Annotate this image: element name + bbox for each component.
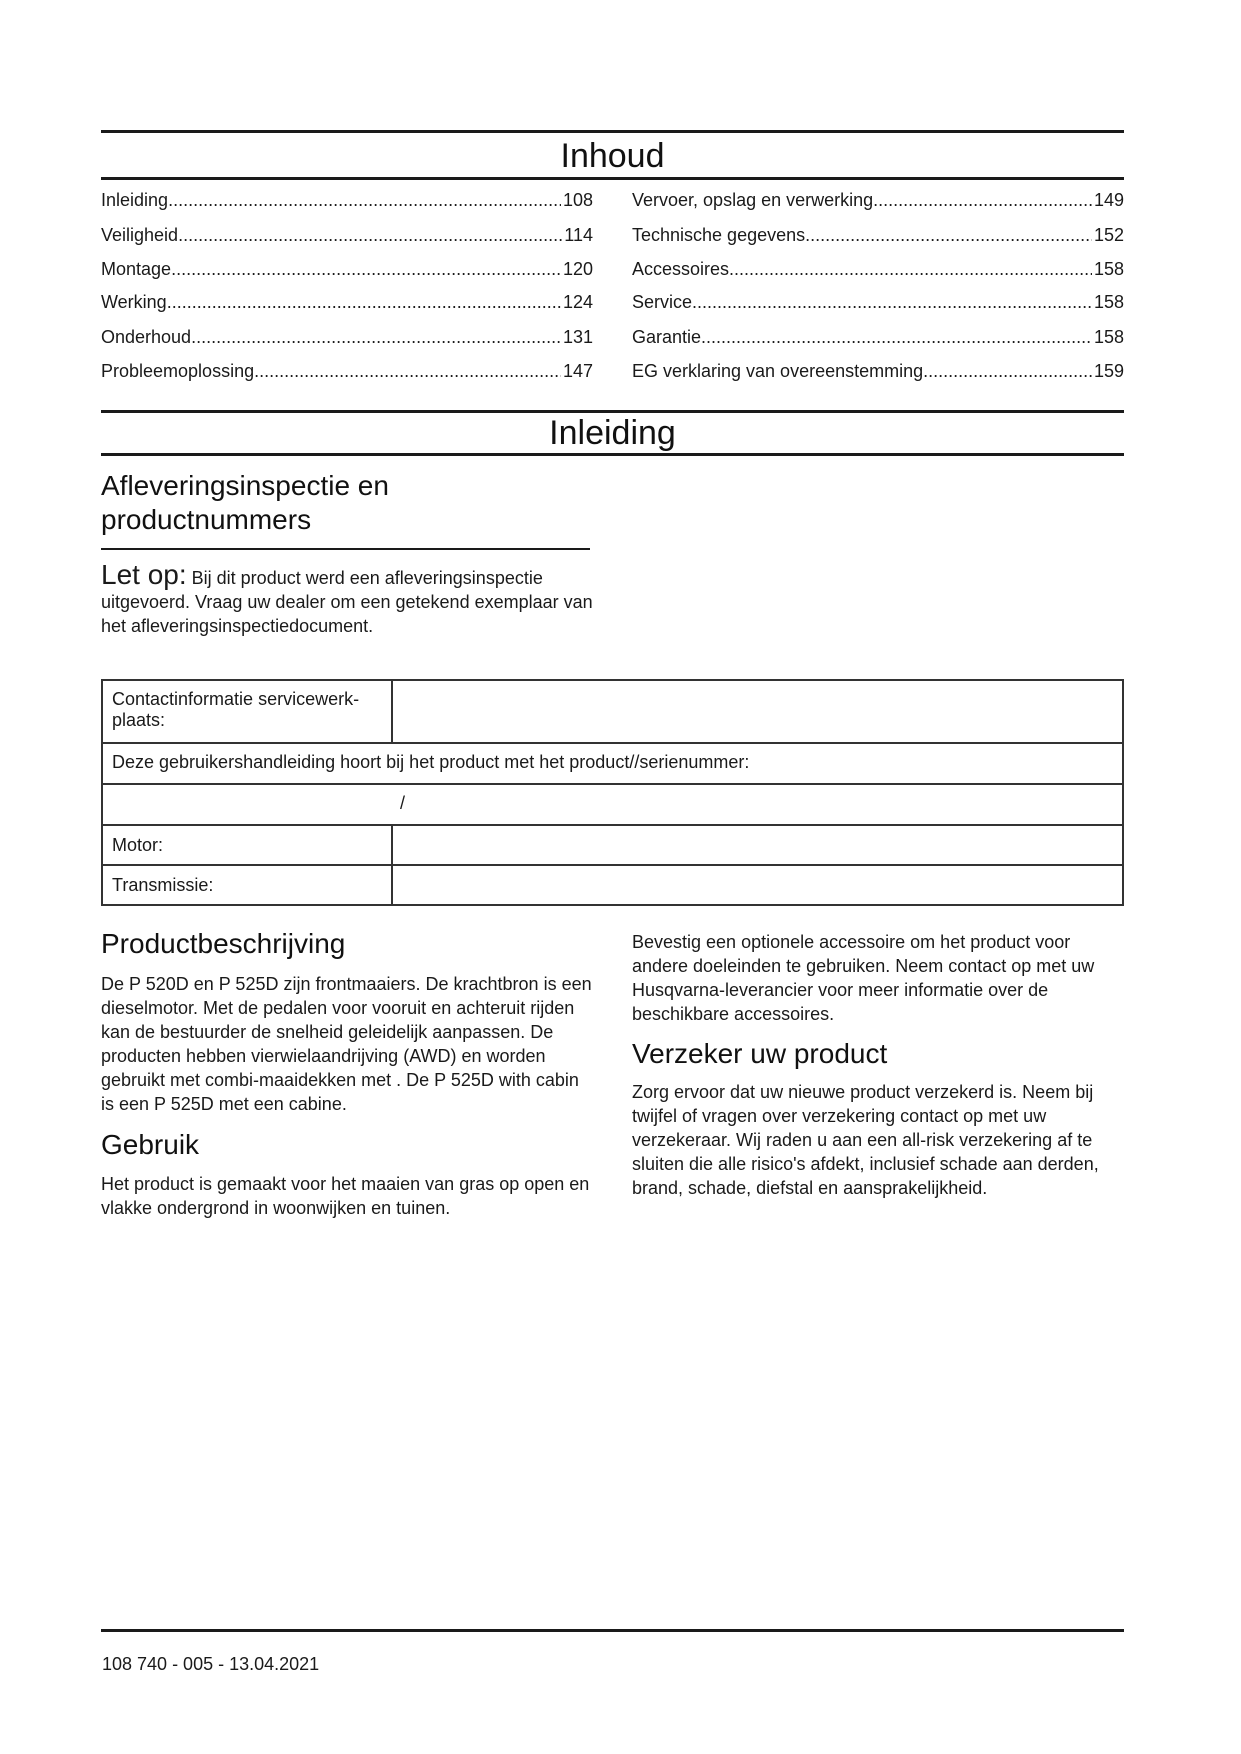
intro-title: Inleiding (549, 414, 676, 452)
transmission-label: Transmissie: (102, 865, 392, 905)
toc-entry-page: 147 (562, 361, 593, 381)
toc-top-rule (101, 130, 1124, 133)
toc-entry-page: 124 (562, 292, 593, 312)
transmission-value[interactable] (392, 865, 1123, 905)
intro-bottom-rule (101, 453, 1124, 456)
toc-entry-label: Onderhoud (101, 327, 192, 347)
toc-entry[interactable] (101, 190, 593, 211)
toc-entry-label: Service (632, 292, 693, 312)
footer-rule (101, 1629, 1124, 1632)
toc-entry-page: 158 (1093, 259, 1124, 279)
toc-entry[interactable] (632, 361, 1124, 382)
contact-value[interactable] (392, 680, 1123, 743)
toc-entry-page: 120 (562, 259, 593, 279)
toc-entry-label: EG verklaring van overeenstemming (632, 361, 924, 381)
product-description-text: De P 520D en P 525D zijn frontmaaiers. De krachtbron is een dieselmotor. Met de pedalen voor vooruit en achteruit rijden kan de bestuurder de snelheid geleidelijk aanpassen. De producten hebben vierwielaandrijving (AWD) en worden gebruikt met combi-maaidekken met . De P 525D with cabin is een P 525D met een cabine. (101, 974, 592, 1114)
usage-heading: Gebruik (101, 1129, 200, 1160)
product-description-heading: Productbeschrijving (101, 928, 346, 959)
serial-number-field[interactable] (102, 784, 1123, 825)
footer-text: 108 740 - 005 - 13.04.2021 (102, 1654, 320, 1674)
toc-entry[interactable] (101, 292, 593, 313)
manual-label: Deze gebruikershandleiding hoort bij het product met het product//serienummer: (102, 743, 1123, 784)
toc-entry-label: Inleiding (101, 190, 169, 210)
toc-entry-label: Montage (101, 259, 172, 279)
toc-title: Inhoud (560, 137, 665, 175)
toc-bottom-rule (101, 177, 1124, 180)
toc-entry-label: Technische gegevens (632, 225, 806, 245)
delivery-note (101, 560, 601, 638)
contact-label: Contactinformatie servicewerk-plaats: (102, 680, 392, 743)
toc-entry-label: Garantie (632, 327, 702, 347)
motor-label: Motor: (102, 825, 392, 865)
toc-entry[interactable] (632, 259, 1124, 280)
toc-entry-page: 108 (562, 190, 593, 210)
toc-entry[interactable] (101, 225, 593, 246)
toc-entry[interactable] (632, 225, 1124, 246)
insurance-heading: Verzeker uw product (632, 1038, 888, 1069)
toc-entry-label: Accessoires (632, 259, 730, 279)
toc-entry[interactable] (632, 327, 1124, 348)
toc-entry-label: Veiligheid (101, 225, 179, 245)
motor-value[interactable] (392, 825, 1123, 865)
delivery-heading: Afleveringsinspectie en productnummers (101, 470, 389, 535)
toc-entry-label: Vervoer, opslag en verwerking (632, 190, 874, 210)
note-label: Let op: (101, 559, 187, 590)
toc-entry-page: 114 (564, 225, 593, 245)
serial-separator: / (400, 793, 406, 813)
toc-entry-page: 152 (1093, 225, 1124, 245)
toc-entry-page: 158 (1093, 327, 1124, 347)
intro-top-rule (101, 410, 1124, 413)
toc-entry-page: 158 (1093, 292, 1124, 312)
toc-entry[interactable] (101, 361, 593, 382)
toc-entry[interactable] (101, 327, 593, 348)
toc-entry-page: 131 (562, 327, 593, 347)
product-info-table (101, 679, 1124, 906)
toc-entry[interactable] (632, 190, 1124, 211)
accessory-text: Bevestig een optionele accessoire om het product voor andere doeleinden te gebruiken. Neem contact op met uw Husqvarna-leverancier voor meer informatie over de beschikbare accessoires. (632, 932, 1095, 1024)
toc-entry-label: Werking (101, 292, 167, 312)
insurance-text: Zorg ervoor dat uw nieuwe product verzekerd is. Neem bij twijfel of vragen over verzekering contact op met uw verzekeraar. Wij raden u aan een all-risk verzekering af te sluiten die alle risico's afdekt, inclusief schade aan derden, brand, schade, diefstal en aansprakelijkheid. (632, 1082, 1099, 1198)
delivery-rule (101, 548, 590, 550)
toc-entry-page: 149 (1093, 190, 1124, 210)
usage-text: Het product is gemaakt voor het maaien van gras op open en vlakke ondergrond in woonwijken en tuinen. (101, 1174, 590, 1218)
note-text: Bij dit product werd een afleveringsinspectie uitgevoerd. Vraag uw dealer om een getekend exemplaar van het afleveringsinspectiedocument. (101, 568, 593, 636)
toc-entry[interactable] (632, 292, 1124, 313)
toc-entry[interactable] (101, 259, 593, 280)
toc-entry-page: 159 (1093, 361, 1124, 381)
toc-entry-label: Probleemoplossing (101, 361, 255, 381)
